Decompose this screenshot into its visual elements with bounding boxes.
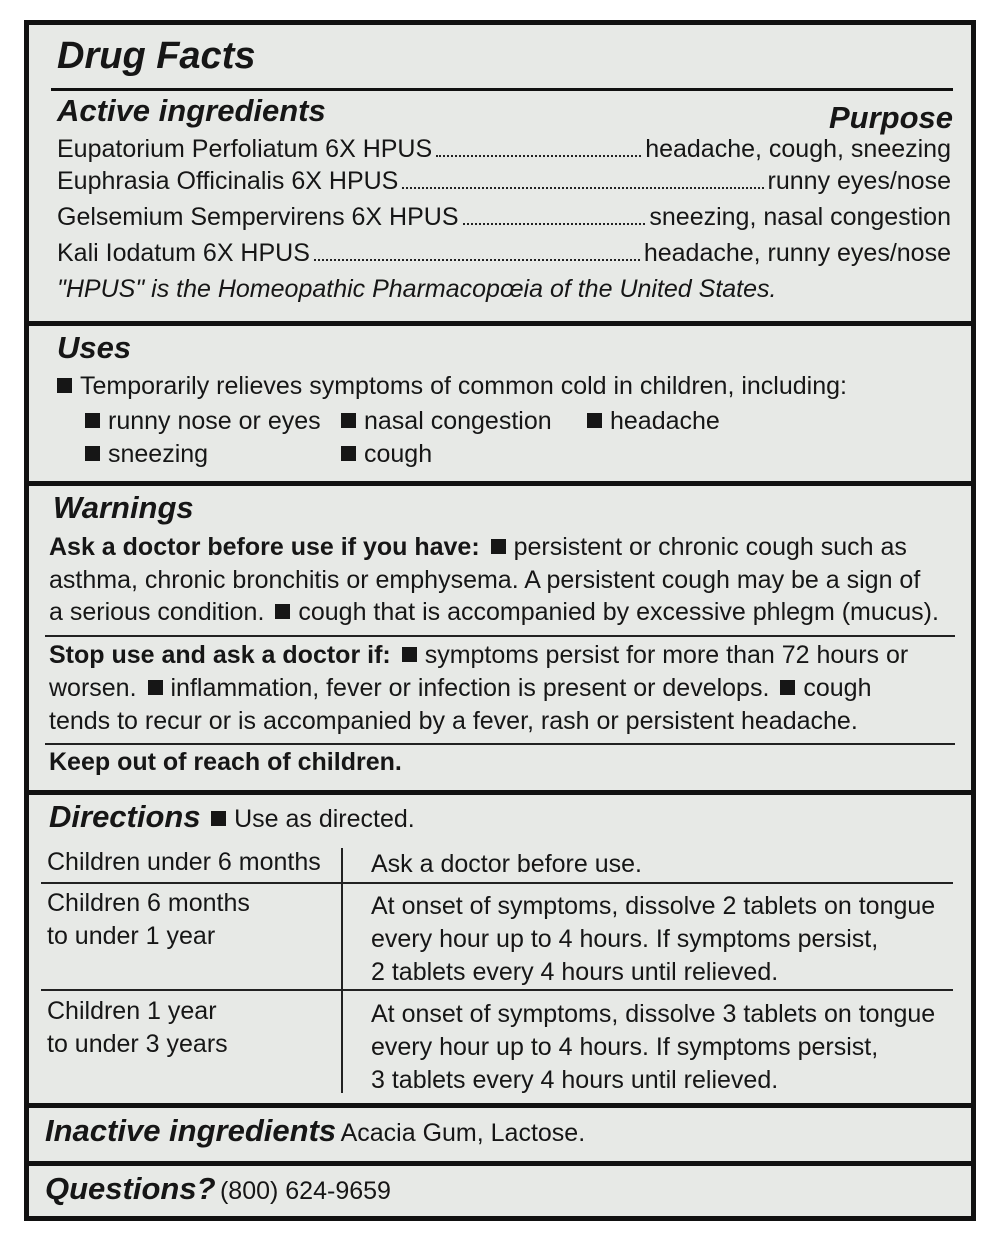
bullet-square-icon <box>341 413 356 428</box>
questions-heading: Questions? <box>45 1171 216 1206</box>
ingredient-name: Gelsemium Sempervirens 6X HPUS <box>57 203 459 231</box>
stop-use-text: cough <box>803 674 872 702</box>
page-title: Drug Facts <box>57 35 256 77</box>
dosage-text: 2 tablets every 4 hours until relieved. <box>371 958 779 986</box>
section-divider <box>29 481 971 486</box>
stop-use-text: worsen. <box>49 674 137 702</box>
dosage-text: At onset of symptoms, dissolve 3 tablets on tongue <box>371 1000 936 1028</box>
ingredient-name: Euphrasia Officinalis 6X HPUS <box>57 167 399 195</box>
bullet-square-icon <box>780 680 795 695</box>
uses-item-text: nasal congestion <box>364 407 552 435</box>
ask-doctor-line-2: asthma, chronic bronchitis or emphysema. A persistent cough may be a sign of <box>49 566 921 594</box>
uses-item-text: runny nose or eyes <box>108 407 321 435</box>
uses-intro-text: Temporarily relieves symptoms of common cold in children, including: <box>80 372 847 400</box>
uses-item <box>341 407 552 436</box>
stop-use-text: symptoms persist for more than 72 hours or <box>424 641 909 669</box>
ingredient-row <box>57 239 951 268</box>
ingredient-purpose: runny eyes/nose <box>767 167 951 195</box>
stop-use-label: Stop use and ask a doctor if: <box>49 641 391 669</box>
age-text: Children under 6 months <box>47 848 321 876</box>
keep-out-warning: Keep out of reach of children. <box>49 748 402 776</box>
stop-use-line-2 <box>49 674 871 703</box>
dosage-text: 3 tablets every 4 hours until relieved. <box>371 1066 779 1094</box>
active-ingredients-heading: Active ingredients <box>57 93 326 128</box>
bullet-square-icon <box>57 378 72 393</box>
uses-item-text: headache <box>610 407 720 435</box>
uses-item <box>341 440 432 469</box>
uses-item <box>85 407 321 436</box>
uses-item <box>587 407 720 436</box>
bullet-square-icon <box>341 446 356 461</box>
table-row-divider <box>41 882 953 884</box>
bullet-square-icon <box>402 647 417 662</box>
bullet-square-icon <box>491 539 506 554</box>
ingredient-purpose: headache, runny eyes/nose <box>643 239 951 267</box>
uses-item-text: cough <box>364 440 433 468</box>
bullet-square-icon <box>275 604 290 619</box>
warnings-divider <box>45 743 955 745</box>
section-divider <box>29 1103 971 1108</box>
age-text: to under 3 years <box>47 1030 228 1058</box>
leader-dots <box>463 223 646 225</box>
title-rule <box>51 88 953 91</box>
bullet-square-icon <box>85 446 100 461</box>
directions-intro: Use as directed. <box>234 805 415 833</box>
age-text: Children 6 months <box>47 889 250 917</box>
bullet-square-icon <box>211 811 226 826</box>
inactive-heading: Inactive ingredients <box>45 1113 337 1148</box>
inactive-ingredients <box>45 1113 585 1149</box>
ask-doctor-line-1 <box>49 533 907 562</box>
dosage-text: every hour up to 4 hours. If symptoms persist, <box>371 925 879 953</box>
table-column-divider <box>341 848 343 1093</box>
age-text: Children 1 year <box>47 997 217 1025</box>
directions-heading: Directions <box>49 799 201 834</box>
ingredient-purpose: headache, cough, sneezing <box>645 135 951 163</box>
age-text: to under 1 year <box>47 922 216 950</box>
dosage-text: Ask a doctor before use. <box>371 850 642 878</box>
ingredient-row <box>57 203 951 232</box>
purpose-heading: Purpose <box>828 100 953 135</box>
age-cell <box>47 846 321 879</box>
ask-doctor-line-3 <box>49 598 939 627</box>
leader-dots <box>402 187 763 189</box>
age-cell <box>47 887 250 953</box>
section-divider <box>29 1161 971 1166</box>
ingredient-name: Eupatorium Perfoliatum 6X HPUS <box>57 135 433 163</box>
ask-doctor-label: Ask a doctor before use if you have: <box>49 533 480 561</box>
ask-doctor-text: cough that is accompanied by excessive phlegm (mucus). <box>298 598 939 626</box>
uses-item <box>85 440 208 469</box>
dosage-cell <box>371 998 935 1097</box>
directions-header <box>49 799 415 835</box>
bullet-square-icon <box>148 680 163 695</box>
drug-facts-panel <box>24 20 976 1221</box>
ingredient-row <box>57 135 951 164</box>
leader-dots <box>436 155 641 157</box>
warnings-divider <box>45 635 955 637</box>
table-row-divider <box>41 989 953 991</box>
questions <box>45 1171 391 1207</box>
inactive-text: Acacia Gum, Lactose. <box>340 1119 586 1147</box>
stop-use-line-1 <box>49 641 908 670</box>
ingredient-purpose: sneezing, nasal congestion <box>649 203 951 231</box>
ask-doctor-text: persistent or chronic cough such as <box>513 533 907 561</box>
ingredient-name: Kali Iodatum 6X HPUS <box>57 239 310 267</box>
dosage-cell <box>371 890 935 989</box>
uses-heading: Uses <box>57 330 132 365</box>
dosage-text: At onset of symptoms, dissolve 2 tablets on tongue <box>371 892 936 920</box>
stop-use-text: inflammation, fever or infection is present or develops. <box>170 674 770 702</box>
uses-intro <box>57 372 847 401</box>
stop-use-line-3: tends to recur or is accompanied by a fever, rash or persistent headache. <box>49 707 858 735</box>
section-divider <box>29 790 971 795</box>
ask-doctor-text: a serious condition. <box>49 598 265 626</box>
dosage-cell <box>371 848 642 881</box>
uses-item-text: sneezing <box>108 440 209 468</box>
warnings-heading: Warnings <box>53 490 194 525</box>
section-divider <box>29 321 971 326</box>
bullet-square-icon <box>85 413 100 428</box>
hpus-note: "HPUS" is the Homeopathic Pharmacopœia of the United States. <box>57 275 777 303</box>
bullet-square-icon <box>587 413 602 428</box>
age-cell <box>47 995 228 1061</box>
directions-table <box>29 840 971 1095</box>
questions-phone: (800) 624-9659 <box>219 1177 391 1205</box>
dosage-text: every hour up to 4 hours. If symptoms persist, <box>371 1033 879 1061</box>
ingredient-row <box>57 167 951 196</box>
leader-dots <box>314 259 640 261</box>
